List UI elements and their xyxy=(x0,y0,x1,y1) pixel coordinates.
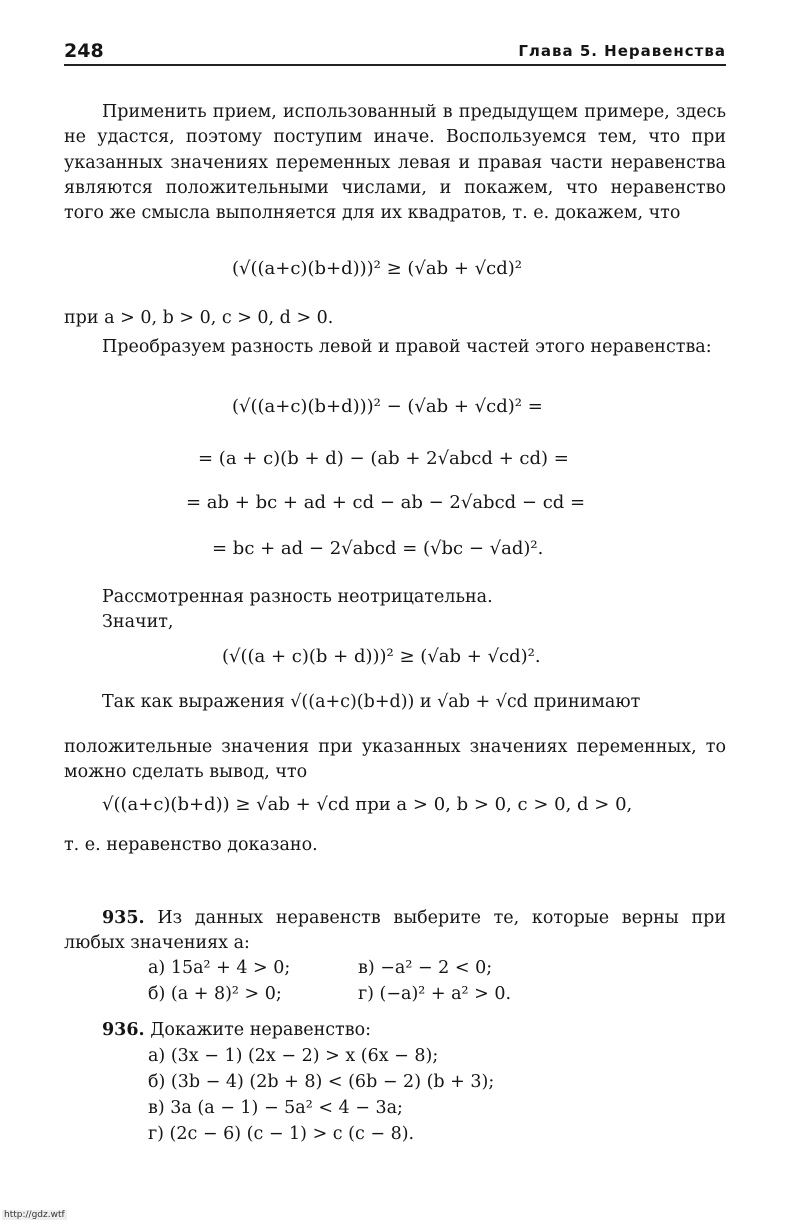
condition-1: при a > 0, b > 0, c > 0, d > 0. xyxy=(64,308,334,328)
exercise-935-item-b: б) (a + 8)² > 0; xyxy=(148,984,282,1004)
exercise-936-number: 936. xyxy=(102,1020,145,1040)
exercise-935-item-a: а) 15a² + 4 > 0; xyxy=(148,958,291,978)
exercise-935-number: 935. xyxy=(102,908,145,928)
exercise-936-item-g: г) (2c − 6) (c − 1) > c (c − 8). xyxy=(148,1124,415,1144)
chapter-title: Глава 5. Неравенства xyxy=(518,42,726,60)
exercise-936 xyxy=(102,1020,371,1040)
intro-paragraph: Применить прием, использованный в предыдущем примере, здесь не удастся, поэтому поступим иначе. Воспользуемся тем, что при указанных значениях переменных левая и правая части неравенства являются положительными числами, и покажем, что неравенство того же смысла выполняется для их квадратов, т. е. докажем, что xyxy=(64,102,726,224)
source-watermark: http://gdz.wtf xyxy=(4,1210,65,1220)
hence-word: Значит, xyxy=(102,612,174,632)
exercise-936-item-v: в) 3a (a − 1) − 5a² < 4 − 3a; xyxy=(148,1098,403,1118)
formula-1: (√((a+c)(b+d)))² ≥ (√ab + √cd)² xyxy=(232,258,522,279)
formula-7: √((a+c)(b+d)) ≥ √ab + √cd при a > 0, b > 0, c > 0, d > 0, xyxy=(102,794,633,815)
since-line: Так как выражения √((a+c)(b+d)) и √ab + √cd принимают xyxy=(102,692,641,712)
page-header xyxy=(64,38,726,66)
formula-6: (√((a + c)(b + d)))² ≥ (√ab + √cd)². xyxy=(222,646,541,667)
proved-statement: т. е. неравенство доказано. xyxy=(64,835,318,855)
positive-paragraph: положительные значения при указанных значениях переменных, то можно сделать вывод, что xyxy=(64,737,726,783)
page-number: 248 xyxy=(64,40,104,62)
exercise-936-item-b: б) (3b − 4) (2b + 8) < (6b − 2) (b + 3); xyxy=(148,1072,495,1092)
formula-3: = (a + c)(b + d) − (ab + 2√abcd + cd) = xyxy=(198,448,569,469)
formula-5: = bc + ad − 2√abcd = (√bc − √ad)². xyxy=(212,538,544,559)
exercise-935-item-v: в) −a² − 2 < 0; xyxy=(358,958,493,978)
formula-4: = ab + bc + ad + cd − ab − 2√abcd − cd = xyxy=(186,492,586,513)
exercise-935 xyxy=(64,906,726,957)
nonnegative-statement: Рассмотренная разность неотрицательна. xyxy=(102,587,493,607)
formula-2: (√((a+c)(b+d)))² − (√ab + √cd)² = xyxy=(232,396,543,417)
exercise-936-item-a: а) (3x − 1) (2x − 2) > x (6x − 8); xyxy=(148,1046,439,1066)
exercise-935-item-g: г) (−a)² + a² > 0. xyxy=(358,984,512,1004)
transform-paragraph: Преобразуем разность левой и правой частей этого неравенства: xyxy=(102,337,712,357)
exercise-935-text: Из данных неравенств выберите те, которые верны при любых значениях a: xyxy=(64,908,726,954)
exercise-936-text: Докажите неравенство: xyxy=(150,1020,371,1040)
